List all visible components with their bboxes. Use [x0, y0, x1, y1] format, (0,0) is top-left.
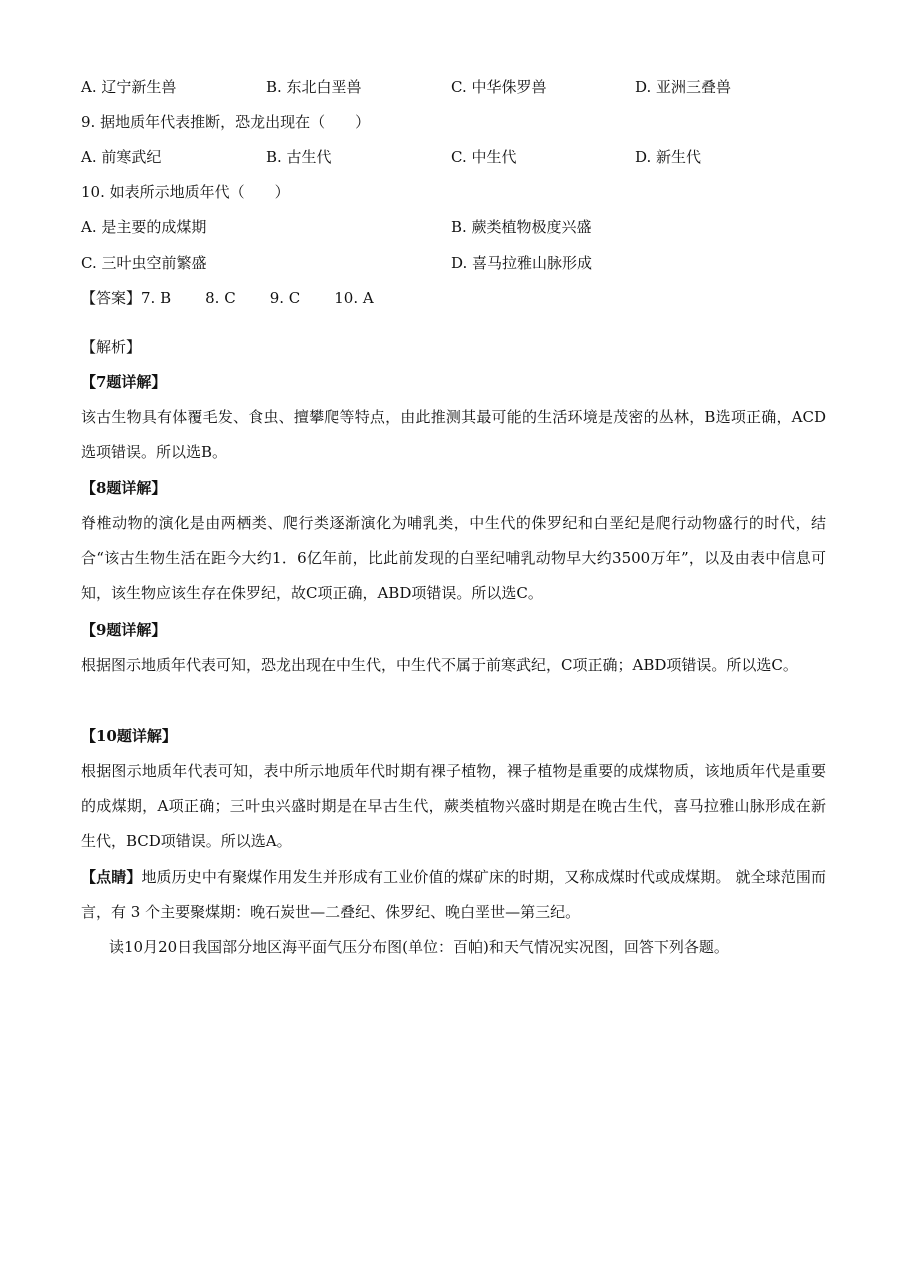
- q8-option-c: C. 中华侏罗兽: [451, 78, 547, 96]
- q9-option-b: B. 古生代: [266, 148, 332, 166]
- q9-option-a: A. 前寒武纪: [81, 148, 162, 166]
- q9-option-d: D. 新生代: [635, 148, 702, 166]
- answer-label: 【答案】: [81, 289, 142, 307]
- answer-item: 8. C: [205, 289, 236, 307]
- q9-option-c: C. 中生代: [451, 148, 517, 166]
- tip-label: 【点睛】: [81, 868, 142, 886]
- q10-option-c: C. 三叶虫空前繁盛: [81, 254, 207, 272]
- analysis-label: 【解析】: [81, 338, 142, 356]
- q8-option-d: D. 亚洲三叠兽: [635, 78, 732, 96]
- detail-9-heading: 【9题详解】: [81, 621, 167, 639]
- tip-text: 地质历史中有聚煤作用发生并形成有工业价值的煤矿床的时期，又称成煤时代或成煤期。 就全球范围而言，有 3 个主要聚煤期：晚石炭世—二叠纪、侏罗纪、晚白垩世—第三纪。: [81, 868, 826, 921]
- q10-option-b: B. 蕨类植物极度兴盛: [451, 218, 592, 236]
- q10-option-a: A. 是主要的成煤期: [81, 218, 207, 236]
- detail-7-text: 该古生物具有体覆毛发、食虫、擅攀爬等特点，由此推测其最可能的生活环境是茂密的丛林，B选项正确，ACD选项错误。所以选B。: [81, 408, 826, 461]
- detail-9-text: 根据图示地质年代表可知，恐龙出现在中生代，中生代不属于前寒武纪，C项正确；ABD项错误。所以选C。: [81, 656, 798, 674]
- detail-10-heading: 【10题详解】: [81, 727, 177, 745]
- q8-option-b: B. 东北白垩兽: [266, 78, 362, 96]
- answer-item: 10. A: [334, 289, 374, 307]
- q8-option-a: A. 辽宁新生兽: [81, 78, 177, 96]
- detail-8-text: 脊椎动物的演化是由两栖类、爬行类逐渐演化为哺乳类，中生代的侏罗纪和白垩纪是爬行动物盛行的时代，结合“该古生物生活在距今大约1．6亿年前，比此前发现的白垩纪哺乳动物早大约3500万年”，以及由表中信息可知，该生物应该生存在侏罗纪，故C项正确，ABD项错误。所以选C。: [81, 514, 826, 602]
- q9-stem: 9. 据地质年代表推断，恐龙出现在（ ）: [81, 113, 371, 131]
- answer-line: [81, 287, 374, 309]
- q10-stem: 10. 如表所示地质年代（ ）: [81, 183, 290, 201]
- detail-8-heading: 【8题详解】: [81, 479, 167, 497]
- next-section-intro: 读10月20日我国部分地区海平面气压分布图(单位：百帕)和天气情况实况图，回答下列各题。: [109, 938, 729, 956]
- detail-10-text: 根据图示地质年代表可知，表中所示地质年代时期有裸子植物，裸子植物是重要的成煤物质，该地质年代是重要的成煤期，A项正确；三叶虫兴盛时期是在早古生代，蕨类植物兴盛时期是在晚古生代，喜马拉雅山脉形成在新生代，BCD项错误。所以选A。: [81, 762, 826, 850]
- answer-item: 9. C: [269, 289, 301, 307]
- q10-option-d: D. 喜马拉雅山脉形成: [451, 254, 593, 272]
- answer-item: 7. B: [141, 289, 172, 307]
- detail-7-heading: 【7题详解】: [81, 373, 167, 391]
- tip-block: [81, 860, 826, 930]
